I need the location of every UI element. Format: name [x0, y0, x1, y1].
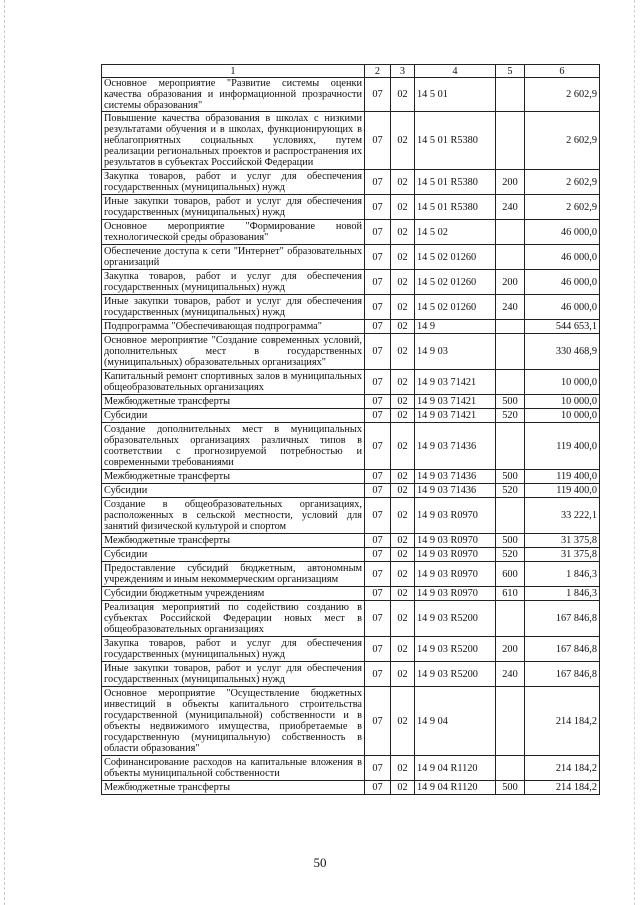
target-article-code: 14 5 01 R5380 [415, 170, 496, 195]
table-row [102, 220, 600, 245]
row-name: Межбюджетные трансферты [102, 395, 365, 409]
table-row [102, 587, 600, 601]
subsection-code: 02 [391, 245, 415, 270]
table-row [102, 295, 600, 320]
header-cell: 5 [496, 65, 525, 78]
expense-type-code: 240 [496, 195, 525, 220]
target-article-code: 14 9 03 71421 [415, 395, 496, 409]
subsection-code: 02 [391, 498, 415, 534]
row-name: Субсидии [102, 484, 365, 498]
table-row [102, 637, 600, 662]
table-row [102, 270, 600, 295]
target-article-code: 14 9 03 [415, 334, 496, 370]
expense-type-code: 610 [496, 587, 525, 601]
section-code: 07 [365, 662, 391, 687]
section-code: 07 [365, 781, 391, 795]
subsection-code: 02 [391, 548, 415, 562]
expense-type-code: 240 [496, 295, 525, 320]
amount: 119 400,0 [525, 423, 600, 470]
amount: 10 000,0 [525, 395, 600, 409]
target-article-code: 14 9 03 71436 [415, 423, 496, 470]
section-code: 07 [365, 687, 391, 756]
target-article-code: 14 9 03 R0970 [415, 534, 496, 548]
row-name: Основное мероприятие "Создание современных условий, дополнительных мест в государственных (муниципальных) образовательных организациях" [102, 334, 365, 370]
header-cell: 6 [525, 65, 600, 78]
section-code: 07 [365, 562, 391, 587]
expense-type-code: 520 [496, 409, 525, 423]
subsection-code: 02 [391, 195, 415, 220]
header-cell: 2 [365, 65, 391, 78]
expense-type-code: 520 [496, 484, 525, 498]
amount: 46 000,0 [525, 295, 600, 320]
subsection-code: 02 [391, 562, 415, 587]
subsection-code: 02 [391, 295, 415, 320]
subsection-code: 02 [391, 112, 415, 170]
row-name: Основное мероприятие "Развитие системы оценки качества образования и информационной прозрачности системы образования" [102, 78, 365, 112]
target-article-code: 14 9 04 R1120 [415, 756, 496, 781]
row-name: Создание дополнительных мест в муниципальных образовательных организациях различных типов в соответствии с прогнозируемой потребностью и современными требованиями [102, 423, 365, 470]
section-code: 07 [365, 548, 391, 562]
table-row [102, 170, 600, 195]
row-name: Межбюджетные трансферты [102, 534, 365, 548]
section-code: 07 [365, 78, 391, 112]
row-name: Субсидии [102, 548, 365, 562]
amount: 214 184,2 [525, 687, 600, 756]
target-article-code: 14 5 02 [415, 220, 496, 245]
target-article-code: 14 9 03 R0970 [415, 562, 496, 587]
table-row [102, 484, 600, 498]
header-cell: 1 [102, 65, 365, 78]
expense-type-code: 500 [496, 470, 525, 484]
target-article-code: 14 5 01 R5380 [415, 195, 496, 220]
target-article-code: 14 5 02 01260 [415, 295, 496, 320]
subsection-code: 02 [391, 687, 415, 756]
table-row [102, 370, 600, 395]
expense-type-code [496, 498, 525, 534]
expense-type-code [496, 112, 525, 170]
amount: 330 468,9 [525, 334, 600, 370]
subsection-code: 02 [391, 320, 415, 334]
row-name: Обеспечение доступа к сети "Интернет" образовательных организаций [102, 245, 365, 270]
expense-type-code [496, 601, 525, 637]
amount: 2 602,9 [525, 195, 600, 220]
subsection-code: 02 [391, 781, 415, 795]
row-name: Иные закупки товаров, работ и услуг для обеспечения государственных (муниципальных) нужд [102, 662, 365, 687]
section-code: 07 [365, 601, 391, 637]
target-article-code: 14 9 03 R0970 [415, 548, 496, 562]
expense-type-code [496, 334, 525, 370]
subsection-code: 02 [391, 270, 415, 295]
expense-type-code [496, 320, 525, 334]
subsection-code: 02 [391, 484, 415, 498]
subsection-code: 02 [391, 587, 415, 601]
subsection-code: 02 [391, 470, 415, 484]
target-article-code: 14 5 02 01260 [415, 245, 496, 270]
amount: 119 400,0 [525, 470, 600, 484]
amount: 1 846,3 [525, 587, 600, 601]
amount: 2 602,9 [525, 78, 600, 112]
section-code: 07 [365, 637, 391, 662]
header-cell: 4 [415, 65, 496, 78]
subsection-code: 02 [391, 220, 415, 245]
row-name: Предоставление субсидий бюджетным, автономным учреждениям и иным некоммерческим организациям [102, 562, 365, 587]
section-code: 07 [365, 409, 391, 423]
amount: 31 375,8 [525, 548, 600, 562]
amount: 544 653,1 [525, 320, 600, 334]
target-article-code: 14 9 03 R5200 [415, 601, 496, 637]
subsection-code: 02 [391, 370, 415, 395]
table-row [102, 245, 600, 270]
subsection-code: 02 [391, 78, 415, 112]
expense-type-code: 200 [496, 270, 525, 295]
row-name: Создание в общеобразовательных организациях, расположенных в сельской местности, условий для занятий физической культурой и спортом [102, 498, 365, 534]
subsection-code: 02 [391, 409, 415, 423]
target-article-code: 14 5 02 01260 [415, 270, 496, 295]
subsection-code: 02 [391, 170, 415, 195]
amount: 214 184,2 [525, 781, 600, 795]
section-code: 07 [365, 534, 391, 548]
row-name: Межбюджетные трансферты [102, 781, 365, 795]
section-code: 07 [365, 112, 391, 170]
amount: 46 000,0 [525, 270, 600, 295]
subsection-code: 02 [391, 637, 415, 662]
row-name: Закупка товаров, работ и услуг для обеспечения государственных (муниципальных) нужд [102, 637, 365, 662]
page-edge-right [634, 0, 635, 905]
row-name: Основное мероприятие "Формирование новой технологической среды образования" [102, 220, 365, 245]
table-row [102, 687, 600, 756]
expense-type-code [496, 220, 525, 245]
table-row [102, 395, 600, 409]
section-code: 07 [365, 334, 391, 370]
expense-type-code [496, 756, 525, 781]
amount: 2 602,9 [525, 170, 600, 195]
subsection-code: 02 [391, 601, 415, 637]
target-article-code: 14 9 03 71436 [415, 484, 496, 498]
section-code: 07 [365, 587, 391, 601]
target-article-code: 14 9 04 R1120 [415, 781, 496, 795]
amount: 10 000,0 [525, 409, 600, 423]
amount: 1 846,3 [525, 562, 600, 587]
budget-table [101, 64, 600, 795]
table-row [102, 334, 600, 370]
amount: 33 222,1 [525, 498, 600, 534]
amount: 167 846,8 [525, 637, 600, 662]
subsection-code: 02 [391, 423, 415, 470]
section-code: 07 [365, 370, 391, 395]
section-code: 07 [365, 756, 391, 781]
target-article-code: 14 9 04 [415, 687, 496, 756]
expense-type-code [496, 78, 525, 112]
amount: 119 400,0 [525, 484, 600, 498]
expense-type-code [496, 423, 525, 470]
section-code: 07 [365, 195, 391, 220]
table-row [102, 112, 600, 170]
subsection-code: 02 [391, 395, 415, 409]
row-name: Межбюджетные трансферты [102, 470, 365, 484]
section-code: 07 [365, 423, 391, 470]
table-row [102, 756, 600, 781]
target-article-code: 14 9 03 71421 [415, 409, 496, 423]
row-name: Закупка товаров, работ и услуг для обеспечения государственных (муниципальных) нужд [102, 270, 365, 295]
expense-type-code: 500 [496, 781, 525, 795]
amount: 46 000,0 [525, 245, 600, 270]
expense-type-code [496, 370, 525, 395]
row-name: Реализация мероприятий по содействию созданию в субъектах Российской Федерации новых мест в общеобразовательных организациях [102, 601, 365, 637]
row-name: Капитальный ремонт спортивных залов в муниципальных общеобразовательных организациях [102, 370, 365, 395]
section-code: 07 [365, 498, 391, 534]
subsection-code: 02 [391, 756, 415, 781]
section-code: 07 [365, 295, 391, 320]
amount: 10 000,0 [525, 370, 600, 395]
target-article-code: 14 9 03 R5200 [415, 662, 496, 687]
target-article-code: 14 9 03 R0970 [415, 587, 496, 601]
target-article-code: 14 9 [415, 320, 496, 334]
page-edge-left [4, 0, 5, 905]
table-row [102, 601, 600, 637]
row-name: Иные закупки товаров, работ и услуг для обеспечения государственных (муниципальных) нужд [102, 295, 365, 320]
target-article-code: 14 9 03 R0970 [415, 498, 496, 534]
table-row [102, 409, 600, 423]
subsection-code: 02 [391, 662, 415, 687]
expense-type-code: 200 [496, 637, 525, 662]
section-code: 07 [365, 220, 391, 245]
expense-type-code: 600 [496, 562, 525, 587]
target-article-code: 14 9 03 71436 [415, 470, 496, 484]
target-article-code: 14 5 01 [415, 78, 496, 112]
target-article-code: 14 9 03 R5200 [415, 637, 496, 662]
table-row [102, 320, 600, 334]
row-name: Субсидии [102, 409, 365, 423]
page-number: 50 [313, 855, 327, 870]
header-cell: 3 [391, 65, 415, 78]
section-code: 07 [365, 470, 391, 484]
row-name: Повышение качества образования в школах с низкими результатами обучения и в школах, функционирующих в неблагоприятных социальных условиях, путем реализации региональных проектов и распространения их результатов в субъектах Российской Федерации [102, 112, 365, 170]
amount: 167 846,8 [525, 601, 600, 637]
expense-type-code: 240 [496, 662, 525, 687]
section-code: 07 [365, 484, 391, 498]
row-name: Иные закупки товаров, работ и услуг для обеспечения государственных (муниципальных) нужд [102, 195, 365, 220]
target-article-code: 14 5 01 R5380 [415, 112, 496, 170]
expense-type-code: 200 [496, 170, 525, 195]
expense-type-code [496, 245, 525, 270]
table-row [102, 781, 600, 795]
section-code: 07 [365, 320, 391, 334]
table-row [102, 195, 600, 220]
table-row [102, 470, 600, 484]
table-header-row [102, 65, 600, 78]
target-article-code: 14 9 03 71421 [415, 370, 496, 395]
subsection-code: 02 [391, 334, 415, 370]
table-row [102, 662, 600, 687]
table-row [102, 562, 600, 587]
row-name: Закупка товаров, работ и услуг для обеспечения государственных (муниципальных) нужд [102, 170, 365, 195]
row-name: Субсидии бюджетным учреждениям [102, 587, 365, 601]
section-code: 07 [365, 395, 391, 409]
table-row [102, 423, 600, 470]
expense-type-code [496, 687, 525, 756]
expense-type-code: 520 [496, 548, 525, 562]
amount: 214 184,2 [525, 756, 600, 781]
section-code: 07 [365, 170, 391, 195]
row-name: Подпрограмма "Обеспечивающая подпрограмма" [102, 320, 365, 334]
table-row [102, 534, 600, 548]
table-row [102, 548, 600, 562]
expense-type-code: 500 [496, 534, 525, 548]
section-code: 07 [365, 270, 391, 295]
amount: 2 602,9 [525, 112, 600, 170]
table-row [102, 78, 600, 112]
amount: 31 375,8 [525, 534, 600, 548]
subsection-code: 02 [391, 534, 415, 548]
table-row [102, 498, 600, 534]
row-name: Софинансирование расходов на капитальные вложения в объекты муниципальной собственности [102, 756, 365, 781]
section-code: 07 [365, 245, 391, 270]
amount: 167 846,8 [525, 662, 600, 687]
expense-type-code: 500 [496, 395, 525, 409]
row-name: Основное мероприятие "Осуществление бюджетных инвестиций в объекты капитального строительства государственной (муниципальной) собственности и в объекты недвижимого имущества, приобретаемые в государственную (муниципальную) собственность в области образования" [102, 687, 365, 756]
amount: 46 000,0 [525, 220, 600, 245]
